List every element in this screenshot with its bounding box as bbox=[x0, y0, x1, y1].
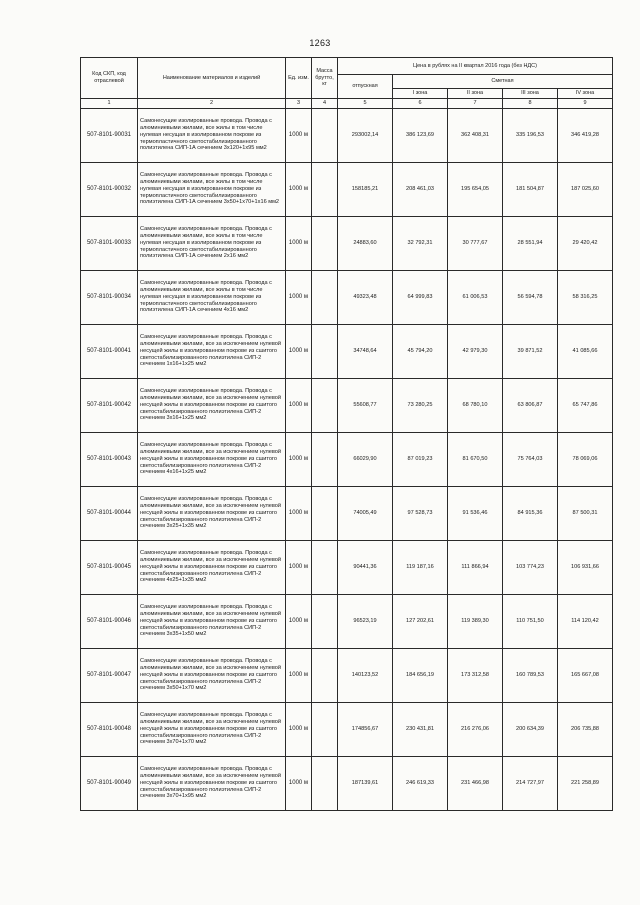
item-release-price: 49323,48 bbox=[338, 270, 393, 324]
item-price-zone-1: 32 792,31 bbox=[393, 216, 448, 270]
column-numbers-row bbox=[81, 99, 613, 109]
item-price-zone-2: 231 466,98 bbox=[448, 756, 503, 810]
item-release-price: 24883,60 bbox=[338, 216, 393, 270]
column-number: 2 bbox=[138, 99, 286, 109]
item-price-zone-3: 110 751,50 bbox=[503, 594, 558, 648]
header-zone-3: III зона bbox=[503, 89, 558, 99]
item-price-zone-3: 103 774,23 bbox=[503, 540, 558, 594]
item-code: 507-8101-90046 bbox=[81, 594, 138, 648]
item-mass bbox=[312, 594, 338, 648]
item-price-zone-4: 221 258,89 bbox=[558, 756, 613, 810]
item-price-zone-4: 187 025,60 bbox=[558, 162, 613, 216]
item-price-zone-2: 42 979,30 bbox=[448, 324, 503, 378]
item-price-zone-3: 181 504,87 bbox=[503, 162, 558, 216]
table-row bbox=[81, 648, 613, 702]
item-price-zone-2: 195 654,05 bbox=[448, 162, 503, 216]
item-name: Самонесущие изолированные провода. Провода с алюминиевыми жилами, все жилы в том числе нулевая несущая в изолированном покрове из термопластичного светостабилизированного полиэтилена СИП-1А сечением 4х16 мм2 bbox=[138, 270, 286, 324]
table-row bbox=[81, 216, 613, 270]
item-code: 507-8101-90031 bbox=[81, 108, 138, 162]
item-unit: 1000 м bbox=[286, 594, 312, 648]
item-price-zone-3: 335 196,53 bbox=[503, 108, 558, 162]
item-code: 507-8101-90032 bbox=[81, 162, 138, 216]
item-price-zone-4: 206 735,88 bbox=[558, 702, 613, 756]
item-price-zone-1: 87 019,23 bbox=[393, 432, 448, 486]
page-number: 1263 bbox=[309, 38, 331, 48]
item-price-zone-1: 119 187,16 bbox=[393, 540, 448, 594]
item-mass bbox=[312, 216, 338, 270]
item-price-zone-1: 64 999,83 bbox=[393, 270, 448, 324]
item-unit: 1000 м bbox=[286, 702, 312, 756]
item-price-zone-2: 91 536,46 bbox=[448, 486, 503, 540]
item-mass bbox=[312, 648, 338, 702]
item-unit: 1000 м bbox=[286, 270, 312, 324]
item-mass bbox=[312, 486, 338, 540]
item-price-zone-2: 216 276,06 bbox=[448, 702, 503, 756]
item-price-zone-3: 75 764,03 bbox=[503, 432, 558, 486]
item-price-zone-4: 78 069,06 bbox=[558, 432, 613, 486]
item-price-zone-1: 97 528,73 bbox=[393, 486, 448, 540]
table-row bbox=[81, 540, 613, 594]
column-number: 8 bbox=[503, 99, 558, 109]
item-price-zone-4: 41 085,66 bbox=[558, 324, 613, 378]
header-name: Наименование материалов и изделий bbox=[138, 58, 286, 99]
item-price-zone-4: 114 120,42 bbox=[558, 594, 613, 648]
item-price-zone-2: 30 777,67 bbox=[448, 216, 503, 270]
item-release-price: 96523,19 bbox=[338, 594, 393, 648]
header-unit: Ед. изм. bbox=[286, 58, 312, 99]
table-row bbox=[81, 756, 613, 810]
column-number: 9 bbox=[558, 99, 613, 109]
item-name: Самонесущие изолированные провода. Провода с алюминиевыми жилами, все за исключением нулевой несущей жилы в изолированном покрове из сшитого светостабилизированного полиэтилена СИП-2 сечением 3х25+1х35 мм2 bbox=[138, 486, 286, 540]
item-price-zone-1: 386 123,69 bbox=[393, 108, 448, 162]
item-release-price: 140123,52 bbox=[338, 648, 393, 702]
item-unit: 1000 м bbox=[286, 378, 312, 432]
header-row-top bbox=[81, 58, 613, 75]
header-mass: Масса брутто, кг bbox=[312, 58, 338, 99]
item-price-zone-4: 165 667,08 bbox=[558, 648, 613, 702]
item-release-price: 34748,64 bbox=[338, 324, 393, 378]
item-code: 507-8101-90042 bbox=[81, 378, 138, 432]
header-zone-2: II зона bbox=[448, 89, 503, 99]
item-code: 507-8101-90041 bbox=[81, 324, 138, 378]
item-unit: 1000 м bbox=[286, 108, 312, 162]
item-unit: 1000 м bbox=[286, 324, 312, 378]
table-row bbox=[81, 486, 613, 540]
item-price-zone-3: 39 871,52 bbox=[503, 324, 558, 378]
item-price-zone-1: 184 656,19 bbox=[393, 648, 448, 702]
item-release-price: 187139,61 bbox=[338, 756, 393, 810]
item-name: Самонесущие изолированные провода. Провода с алюминиевыми жилами, все за исключением нулевой несущей жилы в изолированном покрове из сшитого светостабилизированного полиэтилена СИП-2 сечением 3х70+1х70 мм2 bbox=[138, 702, 286, 756]
item-release-price: 293002,14 bbox=[338, 108, 393, 162]
item-price-zone-3: 214 727,97 bbox=[503, 756, 558, 810]
table-row bbox=[81, 270, 613, 324]
item-name: Самонесущие изолированные провода. Провода с алюминиевыми жилами, все за исключением нулевой несущей жилы в изолированном покрове из сшитого светостабилизированного полиэтилена СИП-2 сечением 4х16+1х25 мм2 bbox=[138, 432, 286, 486]
item-mass bbox=[312, 270, 338, 324]
item-unit: 1000 м bbox=[286, 756, 312, 810]
item-price-zone-4: 65 747,86 bbox=[558, 378, 613, 432]
item-release-price: 66029,90 bbox=[338, 432, 393, 486]
table-row bbox=[81, 432, 613, 486]
item-price-zone-2: 68 780,10 bbox=[448, 378, 503, 432]
item-mass bbox=[312, 432, 338, 486]
item-price-zone-1: 230 431,81 bbox=[393, 702, 448, 756]
item-name: Самонесущие изолированные провода. Провода с алюминиевыми жилами, все за исключением нулевой несущей жилы в изолированном покрове из сшитого светостабилизированного полиэтилена СИП-2 сечением 1х16+1х25 мм2 bbox=[138, 324, 286, 378]
item-price-zone-4: 87 500,31 bbox=[558, 486, 613, 540]
item-price-zone-2: 173 312,58 bbox=[448, 648, 503, 702]
item-name: Самонесущие изолированные провода. Провода с алюминиевыми жилами, все за исключением нулевой несущей жилы в изолированном покрове из сшитого светостабилизированного полиэтилена СИП-2 сечением 3х16+1х25 мм2 bbox=[138, 378, 286, 432]
table-row bbox=[81, 162, 613, 216]
header-estimate: Сметная bbox=[393, 75, 613, 89]
item-name: Самонесущие изолированные провода. Провода с алюминиевыми жилами, все за исключением нулевой несущей жилы в изолированном покрове из сшитого светостабилизированного полиэтилена СИП-2 сечением 3х50+1х70 мм2 bbox=[138, 648, 286, 702]
item-price-zone-4: 346 419,28 bbox=[558, 108, 613, 162]
item-mass bbox=[312, 162, 338, 216]
header-release: отпускная bbox=[338, 75, 393, 99]
item-price-zone-1: 73 280,25 bbox=[393, 378, 448, 432]
item-price-zone-4: 58 316,25 bbox=[558, 270, 613, 324]
item-price-zone-1: 246 619,33 bbox=[393, 756, 448, 810]
item-code: 507-8101-90047 bbox=[81, 648, 138, 702]
item-mass bbox=[312, 756, 338, 810]
item-price-zone-4: 106 931,66 bbox=[558, 540, 613, 594]
item-name: Самонесущие изолированные провода. Провода с алюминиевыми жилами, все жилы в том числе нулевая несущая в изолированном покрове из термопластичного светостабилизированного полиэтилена СИП-1А сечением 2х16 мм2 bbox=[138, 216, 286, 270]
item-code: 507-8101-90034 bbox=[81, 270, 138, 324]
header-price-title: Цена в рублях на II квартал 2016 года (без НДС) bbox=[338, 58, 613, 75]
item-release-price: 74005,49 bbox=[338, 486, 393, 540]
item-code: 507-8101-90049 bbox=[81, 756, 138, 810]
table-row bbox=[81, 108, 613, 162]
column-number: 6 bbox=[393, 99, 448, 109]
item-name: Самонесущие изолированные провода. Провода с алюминиевыми жилами, все за исключением нулевой несущей жилы в изолированном покрове из сшитого светостабилизированного полиэтилена СИП-2 сечением 3х35+1х50 мм2 bbox=[138, 594, 286, 648]
item-price-zone-2: 111 866,94 bbox=[448, 540, 503, 594]
table-row bbox=[81, 378, 613, 432]
item-price-zone-3: 200 634,39 bbox=[503, 702, 558, 756]
item-name: Самонесущие изолированные провода. Провода с алюминиевыми жилами, все жилы в том числе нулевая несущая в изолированном покрове из термопластичного светостабилизированного полиэтилена СИП-1А сечением 3х50+1х70+1х16 мм2 bbox=[138, 162, 286, 216]
item-code: 507-8101-90033 bbox=[81, 216, 138, 270]
item-release-price: 90441,36 bbox=[338, 540, 393, 594]
item-price-zone-1: 45 794,20 bbox=[393, 324, 448, 378]
item-release-price: 55608,77 bbox=[338, 378, 393, 432]
header-code: Код СКП, код отраслевой bbox=[81, 58, 138, 99]
item-name: Самонесущие изолированные провода. Провода с алюминиевыми жилами, все за исключением нулевой несущей жилы в изолированном покрове из сшитого светостабилизированного полиэтилена СИП-2 сечением 4х25+1х35 мм2 bbox=[138, 540, 286, 594]
item-mass bbox=[312, 702, 338, 756]
header-zone-4: IV зона bbox=[558, 89, 613, 99]
item-code: 507-8101-90043 bbox=[81, 432, 138, 486]
price-table bbox=[80, 57, 613, 811]
column-number: 4 bbox=[312, 99, 338, 109]
item-unit: 1000 м bbox=[286, 486, 312, 540]
column-number: 5 bbox=[338, 99, 393, 109]
item-mass bbox=[312, 378, 338, 432]
item-unit: 1000 м bbox=[286, 648, 312, 702]
item-price-zone-2: 362 408,31 bbox=[448, 108, 503, 162]
item-price-zone-2: 61 006,53 bbox=[448, 270, 503, 324]
item-price-zone-4: 29 420,42 bbox=[558, 216, 613, 270]
column-number: 7 bbox=[448, 99, 503, 109]
item-price-zone-1: 208 461,03 bbox=[393, 162, 448, 216]
item-release-price: 174856,67 bbox=[338, 702, 393, 756]
item-unit: 1000 м bbox=[286, 540, 312, 594]
item-unit: 1000 м bbox=[286, 162, 312, 216]
column-number: 1 bbox=[81, 99, 138, 109]
item-code: 507-8101-90045 bbox=[81, 540, 138, 594]
item-mass bbox=[312, 324, 338, 378]
item-price-zone-2: 119 389,30 bbox=[448, 594, 503, 648]
table-row bbox=[81, 324, 613, 378]
table-row bbox=[81, 702, 613, 756]
item-price-zone-3: 63 806,87 bbox=[503, 378, 558, 432]
item-price-zone-3: 84 915,36 bbox=[503, 486, 558, 540]
item-code: 507-8101-90044 bbox=[81, 486, 138, 540]
item-mass bbox=[312, 540, 338, 594]
item-mass bbox=[312, 108, 338, 162]
item-price-zone-1: 127 202,61 bbox=[393, 594, 448, 648]
item-price-zone-3: 56 594,78 bbox=[503, 270, 558, 324]
column-number: 3 bbox=[286, 99, 312, 109]
item-code: 507-8101-90048 bbox=[81, 702, 138, 756]
item-name: Самонесущие изолированные провода. Провода с алюминиевыми жилами, все жилы в том числе нулевая несущая в изолированном покрове из термопластичного светостабилизированного полиэтилена СИП-1А сечением 3х120+1х95 мм2 bbox=[138, 108, 286, 162]
item-price-zone-3: 28 551,94 bbox=[503, 216, 558, 270]
item-unit: 1000 м bbox=[286, 432, 312, 486]
header-zone-1: I зона bbox=[393, 89, 448, 99]
item-name: Самонесущие изолированные провода. Провода с алюминиевыми жилами, все за исключением нулевой несущей жилы в изолированном покрове из сшитого светостабилизированного полиэтилена СИП-2 сечением 3х70+1х95 мм2 bbox=[138, 756, 286, 810]
table-row bbox=[81, 594, 613, 648]
item-release-price: 158185,21 bbox=[338, 162, 393, 216]
item-unit: 1000 м bbox=[286, 216, 312, 270]
item-price-zone-3: 160 789,53 bbox=[503, 648, 558, 702]
item-price-zone-2: 81 670,50 bbox=[448, 432, 503, 486]
